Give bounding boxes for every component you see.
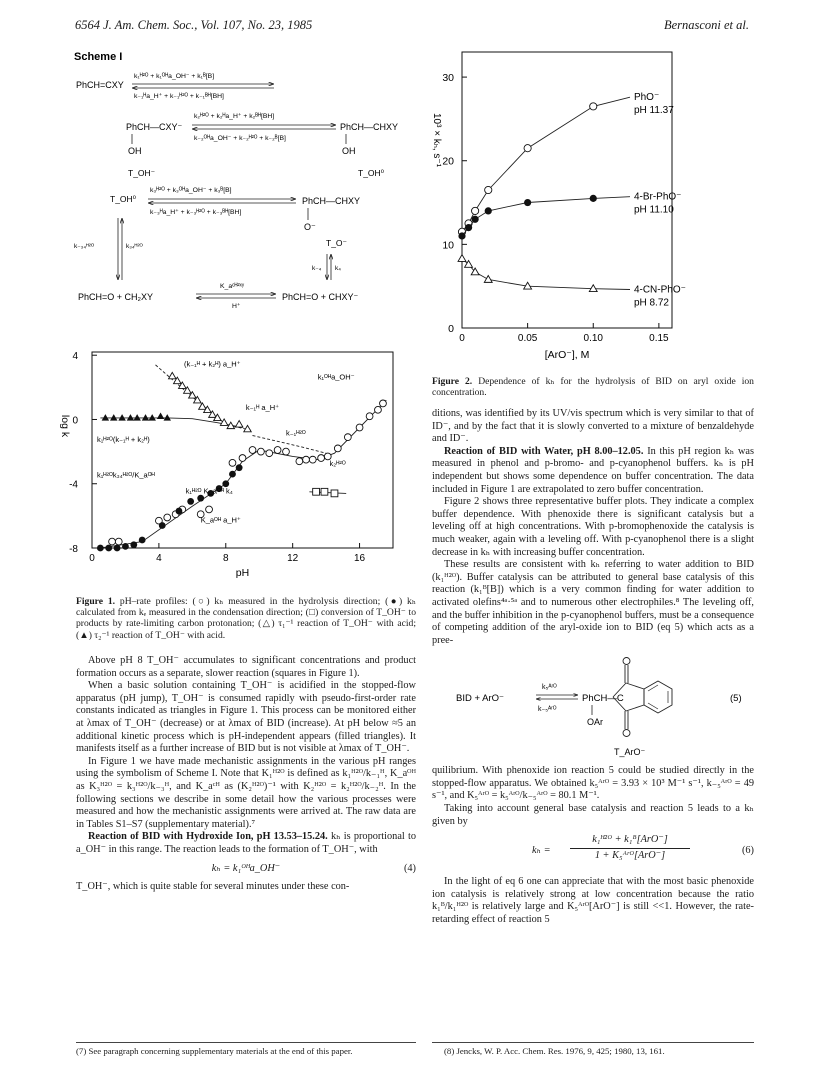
fig1-y-tick-label: 4 <box>72 351 78 363</box>
scheme-1 <box>74 48 414 310</box>
fig1-point-open-circle <box>229 459 236 466</box>
scheme-o-minus: O⁻ <box>304 222 316 232</box>
fig1-point-open-circle <box>375 406 382 413</box>
fig2-point-open-triangle <box>484 276 492 283</box>
fig1-point-filled-triangle <box>127 414 134 420</box>
scheme-toh-minus-label: T_OH⁻ <box>128 168 156 178</box>
fig2-series-ph: pH 11.37 <box>633 105 674 117</box>
arrow3-bottom-label: k₋₃ᴴa_H⁺ + k₋₃ᴴ²ᴼ + k₋₃ᴮᴴ[BH] <box>150 209 242 216</box>
section-heading-hydroxide: Reaction of BID with Hydroxide Ion, pH 13.53–15.24. <box>88 831 328 843</box>
arrow1-top-label: k₁ᴴ²ᴼ + k₁ᴼᴴa_OH⁻ + k₁ᴮ[B] <box>134 73 215 80</box>
fig1-point-open-circle <box>296 458 303 465</box>
fig1-point-filled-triangle <box>118 414 125 420</box>
arrow4-left-label: k₋₄ <box>312 265 322 272</box>
fig2-point-filled-circle <box>524 199 531 206</box>
left-paragraph-5: T_OH⁻, which is quite stable for several minutes under these con- <box>76 881 350 893</box>
scheme-final-right: PhCH=O + CHXY⁻ <box>282 292 359 302</box>
equation-6-number: (6) <box>741 845 754 857</box>
fig1-point-open-circle <box>344 434 351 441</box>
fig1-point-filled-triangle <box>148 414 155 420</box>
fig1-x-tick-label: 8 <box>222 553 229 564</box>
equation-4 <box>76 863 416 876</box>
scheme-diagram <box>74 48 414 310</box>
section-heading-water: Reaction of BID with Water, pH 8.00–12.05. <box>444 445 644 457</box>
right-paragraph-1: ditions, was identified by its UV/vis spectrum which is very similar to that of ID⁻, and by the fact that it is slowly converted to a mixture of benzaldehyde and ID⁻. <box>432 408 754 445</box>
fig1-point-open-circle <box>318 455 325 462</box>
fig1-point-open-circle <box>274 447 281 454</box>
fig1-y-axis-label: log k <box>59 414 71 438</box>
fig1-point-filled-triangle <box>110 414 117 420</box>
figure-2-caption <box>432 376 754 398</box>
fig1-point-filled-triangle <box>142 414 149 420</box>
fig2-x-axis-label: [ArO⁻], M <box>544 349 590 361</box>
arrow5-top-label: K_aᶜᴴ²ˣʸ <box>220 283 245 290</box>
fig1-point-filled-circle <box>197 495 204 502</box>
arrow34-left-label: k₋₃₄ᴴ²ᴼ <box>74 243 95 250</box>
fig1-point-open-triangle <box>220 419 227 425</box>
equation-6-fraction-bar <box>570 848 690 849</box>
right-paragraph-2-body: In this pH region kₕ was measured in phenol and p-bromo- and p-cyanophenol buffers. kₕ is pH independent but shows some dependence on buffer concentration. The data included in Figure 1 are extrapolated to zero buffer concentration. <box>432 445 755 495</box>
fig1-point-open-square <box>313 488 320 495</box>
fig1-annotation: k₋₁ᴴ²ᴼ <box>285 428 306 438</box>
fig1-annotation: K_aᴼᴴ a_H⁺ <box>200 515 241 525</box>
fig2-point-filled-circle <box>485 207 492 214</box>
fig1-point-filled-circle <box>97 545 104 552</box>
fig2-series-line <box>462 197 630 236</box>
scheme-final-left: PhCH=O + CH₂XY <box>78 292 154 302</box>
figure-1-caption-text: pH–rate profiles: (○) kₕ measured in the hydrolysis direction; (●) kₕ calculated from kₑ measured in the condensation direction; (□) conversion of T_OH⁻ to products by rate-limiting carbon protonation; (△) τ₁⁻¹ reaction of T_OH⁻ with acid; (▲) τ₂⁻¹ reaction of T_OH⁻ with acid. <box>76 596 416 641</box>
scheme-toh-zero-label: T_OH⁰ <box>358 168 385 178</box>
scheme-toh-right: PhCH—CHXY <box>340 122 399 132</box>
fig2-y-tick-label: 30 <box>442 72 454 85</box>
running-header-left: 6564 J. Am. Chem. Soc., Vol. 107, No. 23, 1985 <box>75 18 313 32</box>
figure-2-caption-label: Figure 2. <box>432 376 473 387</box>
fig1-x-tick-label: 12 <box>287 553 299 564</box>
figure-2-plot <box>426 46 766 376</box>
fig1-point-open-triangle <box>169 372 176 378</box>
fig2-point-filled-circle <box>472 216 479 223</box>
fig2-y-tick-label: 0 <box>448 323 454 335</box>
scheme-title: Scheme I <box>74 51 123 63</box>
figure-2 <box>426 46 766 376</box>
footnote-rule-right <box>432 1042 754 1043</box>
scheme-start-species: PhCH=CXY <box>76 80 124 90</box>
fig1-x-tick-label: 16 <box>353 553 366 564</box>
fig2-point-open-circle <box>590 103 597 110</box>
scheme-oh-right: OH <box>342 146 356 156</box>
fig1-point-filled-circle <box>159 522 166 529</box>
fig2-x-tick-label: 0.05 <box>517 333 538 344</box>
equation-6-numerator: k₁ᴴ²ᴼ + k₁ᴮ[ArO⁻] <box>592 834 668 846</box>
fig2-point-open-circle <box>485 186 492 193</box>
fig1-annotation: k₁ᴴ²ᴼk₃₄ᴴ²ᴼ/K_aᴼᴴ <box>97 470 155 480</box>
left-paragraph-4-body: kₕ is proportional to a_OH⁻ in this range. The reaction leads to the formation of T_OH⁻, with <box>76 831 416 855</box>
equation-5 <box>432 651 754 761</box>
fig1-point-filled-circle <box>229 471 236 478</box>
equation-6-fraction <box>570 834 690 862</box>
fig2-x-tick-label: 0.10 <box>583 333 603 344</box>
fig1-point-open-circle <box>257 448 264 455</box>
fig1-point-filled-circle <box>236 464 243 471</box>
fig1-point-filled-triangle <box>157 413 164 419</box>
fig1-annotation: k₋₁ᴴ a_H⁺ <box>245 402 280 412</box>
left-paragraph-2: When a basic solution containing T_OH⁻ is acidified in the stopped-flow apparatus (pH jump), T_OH⁻ is consumed rapidly with pseudo-first-order rate constants indicated as triangles in Figure 1. This process can be monitored either at λmax of T_OH⁻ (decrease) or at λmax of BID (increase). At pH below ≈5 an additional kinetic process which is pH-independent appears (filled triangles). It manifests itself as a further increase of BID but is not visible at λmax of T_OH⁻. <box>76 680 416 755</box>
fig1-point-open-square <box>331 490 338 497</box>
equation-4-number: (4) <box>403 862 416 874</box>
equation-4-body: kₕ = k₁ᴼᴴa_OH⁻ <box>211 862 281 874</box>
right-paragraph-4: These results are consistent with kₕ referring to water addition to BID (k₁ᴴ²ᴼ). Buffer catalysis can be attributed to general base catalysis of this reaction (k₁ᴮ[B]) which is a very common finding for water addition to activated olefins⁴ᵃ·⁵ᵃ and to numerous other electrophiles.⁸ The leveling off, and the buffer inhibition in the p-cyanophenol buffers, must be a consequence of competing addition of the aryl-oxide ion to BID (eq 5) which acts as a pree- <box>432 559 754 646</box>
equation-6-denominator: 1 + K₅ᴬʳᴼ[ArO⁻] <box>594 849 666 861</box>
scheme-oh-left: OH <box>128 146 142 156</box>
fig1-point-open-circle <box>309 456 316 463</box>
fig1-x-tick-label: 0 <box>89 553 95 564</box>
footnote-8: (8) Jencks, W. P. Acc. Chem. Res. 1976, 9, 425; 1980, 13, 161. <box>444 1046 665 1056</box>
fig2-y-axis-label: 10³ × kₕ, s⁻¹ <box>431 112 442 168</box>
fig1-y-tick-label: -8 <box>69 544 78 555</box>
fig1-point-open-triangle <box>235 421 242 427</box>
fig1-point-open-circle <box>283 448 290 455</box>
fig1-point-open-circle <box>380 400 387 407</box>
fig1-y-tick-label: 0 <box>72 415 78 427</box>
fig1-point-open-circle <box>303 456 310 463</box>
fig1-point-open-circle <box>164 514 171 521</box>
fig2-series-line <box>462 259 630 290</box>
footnote-7: (7) See paragraph concerning supplementary materials at the end of this paper. <box>76 1046 353 1056</box>
figure-1-caption <box>76 596 416 641</box>
eq5-product: PhCH—C <box>582 693 624 705</box>
equation-6-lhs: kₕ = <box>532 845 551 857</box>
fig1-point-filled-circle <box>105 545 112 552</box>
fig1-point-filled-circle <box>139 537 146 544</box>
eq5-k-forward: k₅ᴬʳᴼ <box>542 684 557 692</box>
scheme-to-species: PhCH—CHXY <box>302 196 361 206</box>
fig1-point-open-circle <box>356 424 363 431</box>
fig1-x-axis-label: pH <box>235 567 250 579</box>
equation-5-structure <box>432 651 754 761</box>
arrow2-top-label: k₂ᴴ²ᴼ + k₂ᴴa_H⁺ + k₂ᴮᴴ[BH] <box>194 113 275 120</box>
left-paragraph-1: Above pH 8 T_OH⁻ accumulates to significant concentrations and product formation occurs as a separate, slower reaction (squares in Figure 1). <box>76 655 416 679</box>
arrow5-bottom-label: H⁺ <box>232 303 241 310</box>
fig1-point-filled-circle <box>122 543 129 550</box>
fig2-x-tick-label: 0.15 <box>649 333 669 344</box>
fig2-point-open-circle <box>472 207 479 214</box>
left-paragraph-4 <box>76 831 416 856</box>
right-paragraph-2 <box>432 446 754 496</box>
fig1-point-open-circle <box>249 447 256 454</box>
scheme-to-minus-label: T_O⁻ <box>326 238 348 248</box>
right-column <box>432 408 754 927</box>
right-paragraph-5: quilibrium. With phenoxide ion reaction 5 could be studied directly in the stopped-flow apparatus. We obtained k₅ᴬʳᴼ = 3.93 × 10³ M⁻¹ s⁻¹, k₋₅ᴬʳᴼ = 49 s⁻¹, and K₅ᴬʳᴼ = k₅ᴬʳᴼ/k₋₅ᴬʳᴼ = 80.1 M⁻¹. <box>432 765 754 802</box>
running-header-right: Bernasconi et al. <box>663 18 749 32</box>
fig1-point-open-circle <box>239 455 246 462</box>
fig1-point-open-triangle <box>199 403 206 409</box>
fig1-point-filled-circle <box>176 508 183 515</box>
fig1-point-open-circle <box>206 506 213 513</box>
fig1-point-open-circle <box>109 538 116 545</box>
fig2-series-ph: pH 11.10 <box>633 204 674 216</box>
fig1-annotation: k₁ᴴ²ᴼ(k₋₁ᴴ + k₂ᴴ) <box>97 434 150 444</box>
eq5-k-reverse: k₋₅ᴬʳᴼ <box>538 706 557 714</box>
fig2-x-tick-label: 0 <box>459 333 465 344</box>
scheme-toh-left: PhCH—CXY⁻ <box>126 122 183 132</box>
arrow2-bottom-label: k₋₂ᴼᴴa_OH⁻ + k₋₂ᴴ²ᴼ + k₋₂ᴮ[B] <box>194 135 286 142</box>
fig2-series-ph: pH 8.72 <box>633 297 669 309</box>
eq5-oar: OAr <box>587 717 604 728</box>
fig1-point-open-square <box>321 488 328 495</box>
arrow3-top-label: k₃ᴴ²ᴼ + k₃ᴼᴴa_OH⁻ + k₃ᴮ[B] <box>150 187 232 194</box>
fig2-point-open-triangle <box>458 255 466 262</box>
fig1-point-open-circle <box>115 538 122 545</box>
fig1-point-open-circle <box>366 413 373 420</box>
arrow1-bottom-label: k₋₁ᴴa_H⁺ + k₋₁ᴴ²ᴼ + k₋₁ᴮᴴ[BH] <box>134 93 224 100</box>
eq5-intermediate-label: T_ArO⁻ <box>614 747 646 758</box>
fig2-series-label: 4-Br-PhO⁻ <box>633 191 682 203</box>
fig1-annotation: k₁ᴼᴴa_OH⁻ <box>317 372 355 382</box>
fig2-series-label: 4-CN-PhO⁻ <box>633 284 686 296</box>
fig2-point-filled-circle <box>465 224 472 231</box>
eq5-reactants: BID + ArO⁻ <box>456 693 505 705</box>
fig1-annotation: k₁ᴴ²ᴼ K_aᴼᴴ k₄ <box>185 486 233 496</box>
left-paragraph-3: In Figure 1 we have made mechanistic assignments in the various pH ranges using the symbolism of Scheme I. Note that K₁ᴴ²ᴼ is defined as k₁ᴴ²ᴼ/k₋₁ᴴ, K_aᴼᴴ as K₃ᴴ²ᴼ = k₃ᴴ²ᴼ/k₋₃ᴴ, and K_aᶜᴴ as (K₂ᴴ²ᴼ)⁻¹ with K₂ᴴ²ᴼ = k₂ᴴ²ᴼ/k₋₂ᴴ. In the following sections we describe in some detail how the various processes were measured and how the mechanistic assignments were arrived at. The raw data are in Tables S1–S7 (supplementary material).⁷ <box>76 755 416 830</box>
fig1-point-open-circle <box>266 450 273 457</box>
fig1-point-filled-circle <box>130 541 137 548</box>
left-column <box>76 655 416 894</box>
fig1-y-tick-label: -4 <box>69 479 78 491</box>
fig1-point-filled-triangle <box>102 414 109 420</box>
figure-2-caption-text: Dependence of kₕ for the hydrolysis of BID on aryl oxide ion concentration. <box>432 376 754 399</box>
fig1-annotation: (k₋₁ᴴ + k₂ᴴ) a_H⁺ <box>183 359 241 369</box>
figure-1 <box>48 340 418 590</box>
fig1-x-tick-label: 4 <box>156 553 162 564</box>
fig2-y-tick-label: 10 <box>442 239 454 252</box>
fig1-point-filled-circle <box>114 545 121 552</box>
right-paragraph-7: In the light of eq 6 one can appreciate that with the most basic phenoxide ion catalysis is relatively strong at low concentration because the ratio k₁ᴮ/k₁ᴴ²ᴼ is relatively large and K₅ᴬʳᴼ[ArO⁻] is still <<1. However, the rate-retarding effect of reaction 5 <box>432 876 754 926</box>
fig1-point-filled-circle <box>187 498 194 505</box>
right-paragraph-6: Taking into account general base catalysis and reaction 5 leads to a kₕ given by <box>432 803 754 827</box>
fig1-point-filled-triangle <box>133 414 140 420</box>
figure-1-caption-label: Figure 1. <box>76 596 116 607</box>
right-paragraph-3: Figure 2 shows three representative buffer plots. They indicate a complex buffer dependence. With phenoxide there is significant catalysis but a leveling off at high concentrations. With p-bromophenoxide the catalysis is much weaker, again with a leveling off. With p-cyanophenol there is a slight decrease in kₕ with increasing buffer concentration. <box>432 496 754 558</box>
fig1-point-open-circle <box>334 445 341 452</box>
equation-6 <box>432 832 754 872</box>
fig2-point-filled-circle <box>590 195 597 202</box>
arrow4-right-label: k₄ <box>335 265 341 272</box>
fig2-series-label: PhO⁻ <box>633 92 660 104</box>
footnote-rule-left <box>76 1042 416 1043</box>
fig1-annotation: k₂ᴴ²ᴼ <box>329 459 346 469</box>
figure-1-plot <box>48 340 418 590</box>
fig2-point-open-circle <box>524 145 531 152</box>
scheme-toh0-left: T_OH⁰ <box>110 194 137 204</box>
fig1-point-filled-triangle <box>164 414 171 420</box>
fig2-y-tick-label: 20 <box>442 155 454 168</box>
fig2-point-filled-circle <box>458 232 465 239</box>
arrow34-right-label: k₃₄ᴴ²ᴼ <box>126 243 143 250</box>
equation-5-number: (5) <box>730 693 742 705</box>
fig1-frame <box>92 352 393 548</box>
